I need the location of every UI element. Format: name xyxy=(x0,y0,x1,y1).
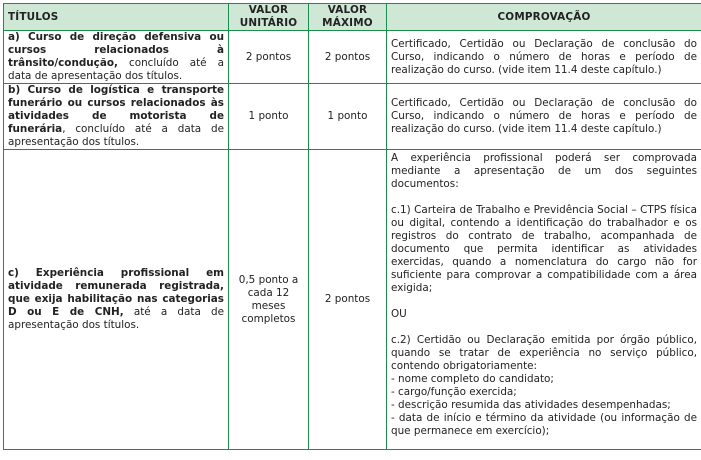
header-valor-maximo-line1: VALOR xyxy=(327,4,368,16)
proof-ou: OU xyxy=(391,308,407,320)
header-valor-unitario-line1: VALOR xyxy=(248,4,289,16)
row-a-unit-value: 2 pontos xyxy=(229,31,309,84)
row-b-unit-value: 1 ponto xyxy=(229,84,309,150)
row-c-title-rest: até a data de apresentação dos títulos. xyxy=(8,306,224,331)
row-c-title-bold: c) Experiência profissional em atividade remunerada registrada, que exija habilitação nas categorias D ou E de CNH, xyxy=(8,267,224,318)
row-a-title xyxy=(4,31,229,84)
row-b-proof: Certificado, Certidão ou Declaração de conclusão do Curso, indicando o número de horas e período de realização do curso. (vide item 11.4 deste capítulo.) xyxy=(387,84,701,150)
proof-item: - data de início e término da atividade (ou informação de que permanece em exercício); xyxy=(391,412,697,437)
row-c-title xyxy=(4,150,229,450)
row-a-title-rest: concluído até a data de apresentação dos títulos. xyxy=(8,57,224,82)
row-b-title-bold: b) Curso de logística e transporte funerário ou cursos relacionados às atividades de motorista de funerária xyxy=(8,84,224,135)
proof-item: - nome completo do candidato; xyxy=(391,373,554,385)
header-titulos: TÍTULOS xyxy=(4,4,229,31)
row-a-max-value: 2 pontos xyxy=(309,31,387,84)
row-a-proof: Certificado, Certidão ou Declaração de conclusão do Curso, indicando o número de horas e período de realização do curso. (vide item 11.4 deste capítulo.) xyxy=(387,31,701,84)
proof-item: - descrição resumida das atividades desempenhadas; xyxy=(391,399,671,411)
titles-table xyxy=(3,3,701,450)
header-valor-maximo-line2: MÁXIMO xyxy=(322,17,373,29)
row-c-proof xyxy=(387,150,701,450)
table-row xyxy=(4,84,701,150)
table-row xyxy=(4,31,701,84)
header-valor-unitario xyxy=(229,4,309,31)
header-valor-unitario-line2: UNITÁRIO xyxy=(239,17,298,29)
header-valor-maximo xyxy=(309,4,387,31)
header-row xyxy=(4,4,701,31)
proof-item: - cargo/função exercida; xyxy=(391,386,517,398)
row-c-unit-value: 0,5 ponto a cada 12 meses completos xyxy=(229,150,309,450)
row-b-title xyxy=(4,84,229,150)
header-comprovacao: COMPROVAÇÃO xyxy=(387,4,701,31)
row-b-title-rest: , concluído até a data de apresentação dos títulos. xyxy=(8,123,224,148)
table-row xyxy=(4,150,701,450)
proof-c1: c.1) Carteira de Trabalho e Previdência Social – CTPS física ou digital, contendo a identificação do trabalhador e os registros do contrato de trabalho, acompanhada de documento que permita identificar as atividades exercidas, quando a nomenclatura do cargo não for suficiente para comprovar a compatibilidade com a área exigida; xyxy=(391,204,697,294)
proof-intro: A experiência profissional poderá ser comprovada mediante a apresentação de um dos seguintes documentos: xyxy=(391,152,697,190)
row-a-title-bold: a) Curso de direção defensiva ou cursos relacionados à trânsito/condução, xyxy=(8,31,224,69)
row-b-max-value: 1 ponto xyxy=(309,84,387,150)
row-c-max-value: 2 pontos xyxy=(309,150,387,450)
proof-c2: c.2) Certidão ou Declaração emitida por órgão público, quando se tratar de experiência no serviço público, contendo obrigatoriamente: xyxy=(391,334,697,372)
